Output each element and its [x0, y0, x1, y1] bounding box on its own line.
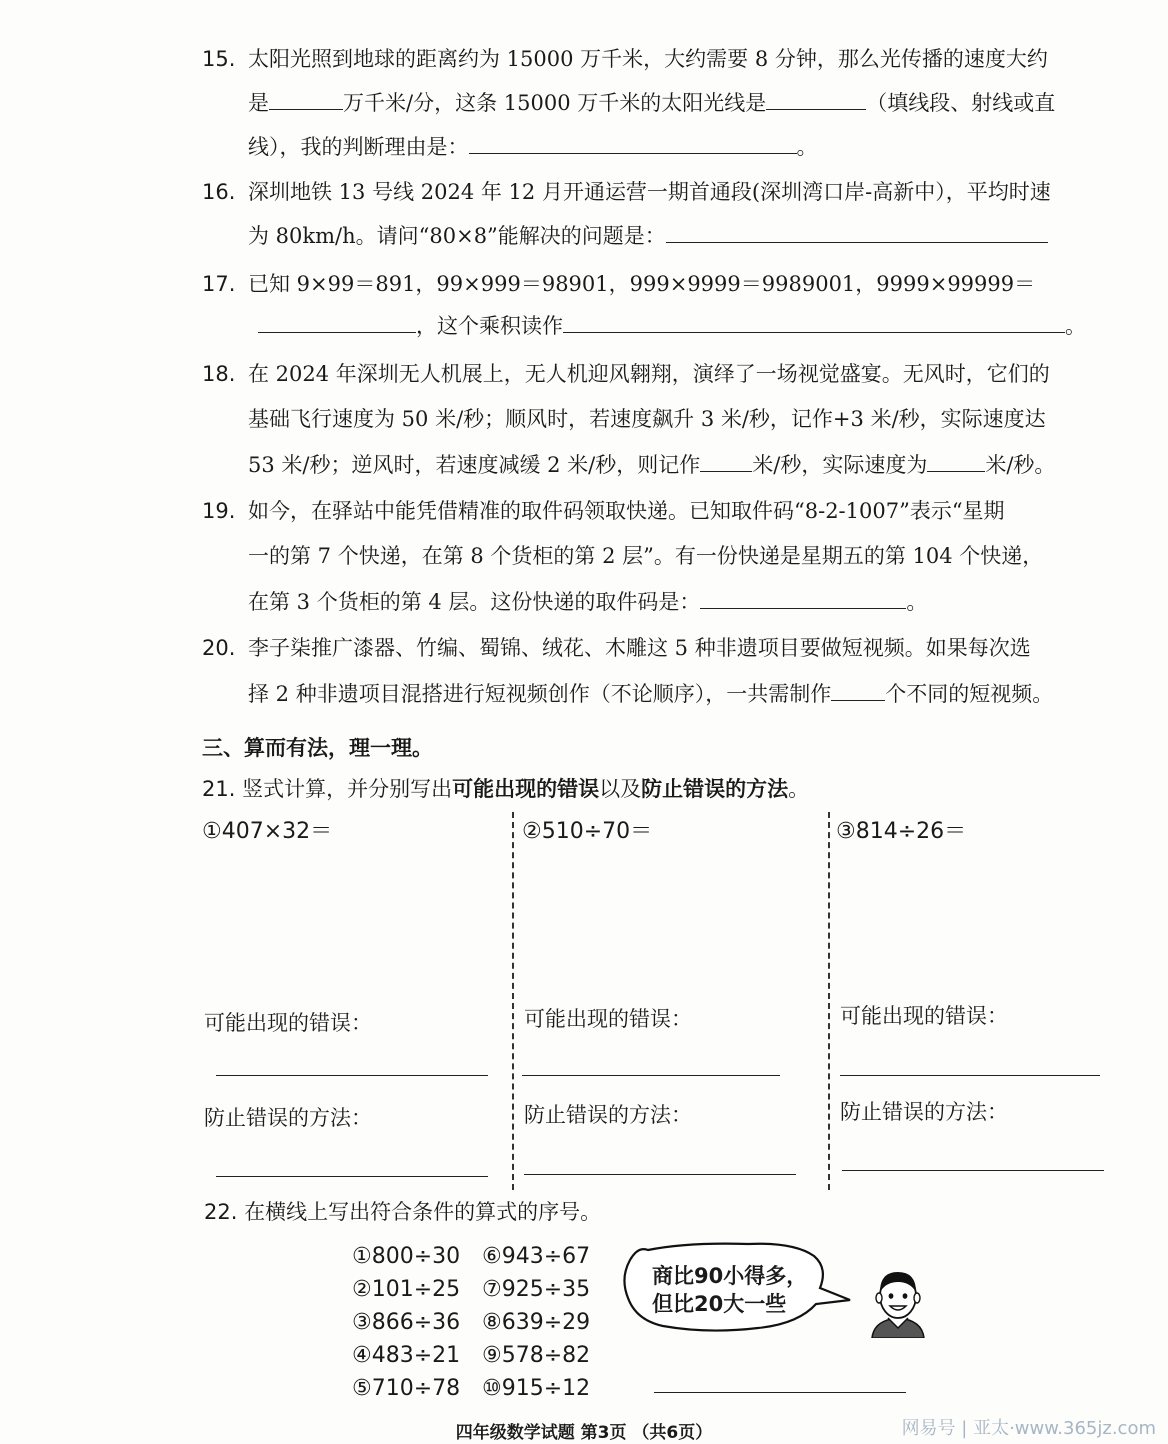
q21-fix-label-2: 防止错误的方法： — [524, 1103, 692, 1127]
q21-divider-1 — [512, 812, 514, 1190]
q17-line2: ，这个乘积读作 。 — [258, 312, 1086, 340]
q15-line2: 是 万千米/分，这条 15000 万千米的太阳光线是 （填线段、射线或直 — [248, 91, 1056, 115]
q22-item-10: ⑩915÷12 — [482, 1376, 591, 1401]
q16-line2: 为 80km/h。请问“80×8”能解决的问题是： — [248, 222, 1048, 250]
q21-expr-3: ③814÷26＝ — [836, 819, 967, 844]
q15-blank-type[interactable] — [766, 89, 866, 110]
q21-err-blank-1[interactable] — [216, 1075, 488, 1076]
bubble-text-1: 商比90小得多， — [652, 1264, 808, 1288]
q18-blank-record[interactable] — [700, 451, 752, 472]
q15-blank-speed[interactable] — [269, 89, 343, 110]
q21-err-blank-3[interactable] — [840, 1075, 1100, 1076]
boy-avatar-icon — [866, 1266, 930, 1338]
q20-blank-count[interactable] — [831, 680, 885, 701]
page-footer: 四年级数学试题 第3页 （共6页） — [455, 1423, 713, 1443]
q21-err-label-2: 可能出现的错误： — [524, 1007, 692, 1031]
q21-fix-label-3: 防止错误的方法： — [840, 1100, 1008, 1124]
q18-line2: 基础飞行速度为 50 米/秒；顺风时，若速度飙升 3 米/秒，记作+3 米/秒，实际速度达 — [248, 407, 1046, 431]
q21-expr-2: ②510÷70＝ — [522, 819, 653, 844]
q21-divider-2 — [828, 812, 830, 1190]
q20-line1: 李子柒推广漆器、竹编、蜀锦、绒花、木雕这 5 种非遗项目要做短视频。如果每次选 — [248, 636, 1031, 660]
bubble-text-2: 但比20大一些 — [652, 1292, 787, 1316]
q17-blank-reading[interactable] — [563, 312, 1065, 333]
q22-item-6: ⑥943÷67 — [482, 1244, 591, 1269]
q18-line1: 在 2024 年深圳无人机展上，无人机迎风翱翔，演绎了一场视觉盛宴。无风时，它们的 — [248, 362, 1050, 386]
q22-item-3: ③866÷36 — [352, 1310, 461, 1335]
watermark: 网易号 | 亚太·www.365jz.com — [901, 1418, 1156, 1439]
q15-line1: 太阳光照到地球的距离约为 15000 万千米，大约需要 8 分钟，那么光传播的速度大约 — [248, 47, 1048, 71]
q16-blank-answer[interactable] — [666, 222, 1048, 243]
q16-line1: 深圳地铁 13 号线 2024 年 12 月开通运营一期首通段(深圳湾口岸-高新中），平均时速 — [248, 180, 1051, 204]
q21-expr-1: ①407×32＝ — [202, 819, 333, 844]
q19-line3: 在第 3 个货柜的第 4 层。这份快递的取件码是： 。 — [248, 590, 928, 614]
q21-err-blank-2[interactable] — [522, 1075, 780, 1076]
q22-answer-blank[interactable] — [654, 1392, 906, 1393]
q16-number: 16. — [202, 180, 236, 204]
q21-fix-blank-1[interactable] — [216, 1176, 488, 1177]
q17-number: 17. — [202, 272, 236, 296]
q20-number: 20. — [202, 636, 236, 660]
q21-fix-blank-2[interactable] — [524, 1174, 796, 1175]
q21-prompt: 21. 竖式计算，并分别写出可能出现的错误以及防止错误的方法。 — [202, 777, 810, 801]
q18-line3: 53 米/秒；逆风时，若速度减缓 2 米/秒，则记作 米/秒，实际速度为 米/秒。 — [248, 453, 1056, 477]
q22-item-5: ⑤710÷78 — [352, 1376, 461, 1401]
q22-item-4: ④483÷21 — [352, 1343, 461, 1368]
q17-blank-product[interactable] — [258, 312, 416, 333]
q22-item-2: ②101÷25 — [352, 1277, 461, 1302]
q22-item-9: ⑨578÷82 — [482, 1343, 591, 1368]
q22-item-1: ①800÷30 — [352, 1244, 461, 1269]
q21-fix-blank-3[interactable] — [842, 1170, 1104, 1171]
q19-number: 19. — [202, 499, 236, 523]
q18-blank-speed[interactable] — [927, 451, 985, 472]
q21-err-label-3: 可能出现的错误： — [840, 1004, 1008, 1028]
q15-line3: 线），我的判断理由是： 。 — [248, 135, 818, 159]
q17-line1: 已知 9×99＝891，99×999＝98901，999×9999＝9989001，9999×99999＝ — [248, 272, 1036, 296]
q15-blank-reason[interactable] — [469, 133, 797, 154]
section3-title: 三、算而有法，理一理。 — [202, 736, 433, 760]
q21-err-label-1: 可能出现的错误： — [204, 1011, 372, 1035]
q22-item-8: ⑧639÷29 — [482, 1310, 591, 1335]
q20-line2: 择 2 种非遗项目混搭进行短视频创作（不论顺序），一共需制作 个不同的短视频。 — [248, 682, 1054, 706]
q15-number: 15. — [202, 47, 236, 71]
q19-line1: 如今，在驿站中能凭借精准的取件码领取快递。已知取件码“8-2-1007”表示“星期 — [248, 499, 1005, 523]
q21-fix-label-1: 防止错误的方法： — [204, 1106, 372, 1130]
q18-number: 18. — [202, 362, 236, 386]
q19-blank-code[interactable] — [700, 588, 906, 609]
q22-item-7: ⑦925÷35 — [482, 1277, 591, 1302]
q22-prompt: 22. 在横线上写出符合条件的算式的序号。 — [204, 1200, 602, 1224]
q19-line2: 一的第 7 个快递，在第 8 个货柜的第 2 层”。有一份快递是星期五的第 104 个快递， — [248, 544, 1044, 568]
